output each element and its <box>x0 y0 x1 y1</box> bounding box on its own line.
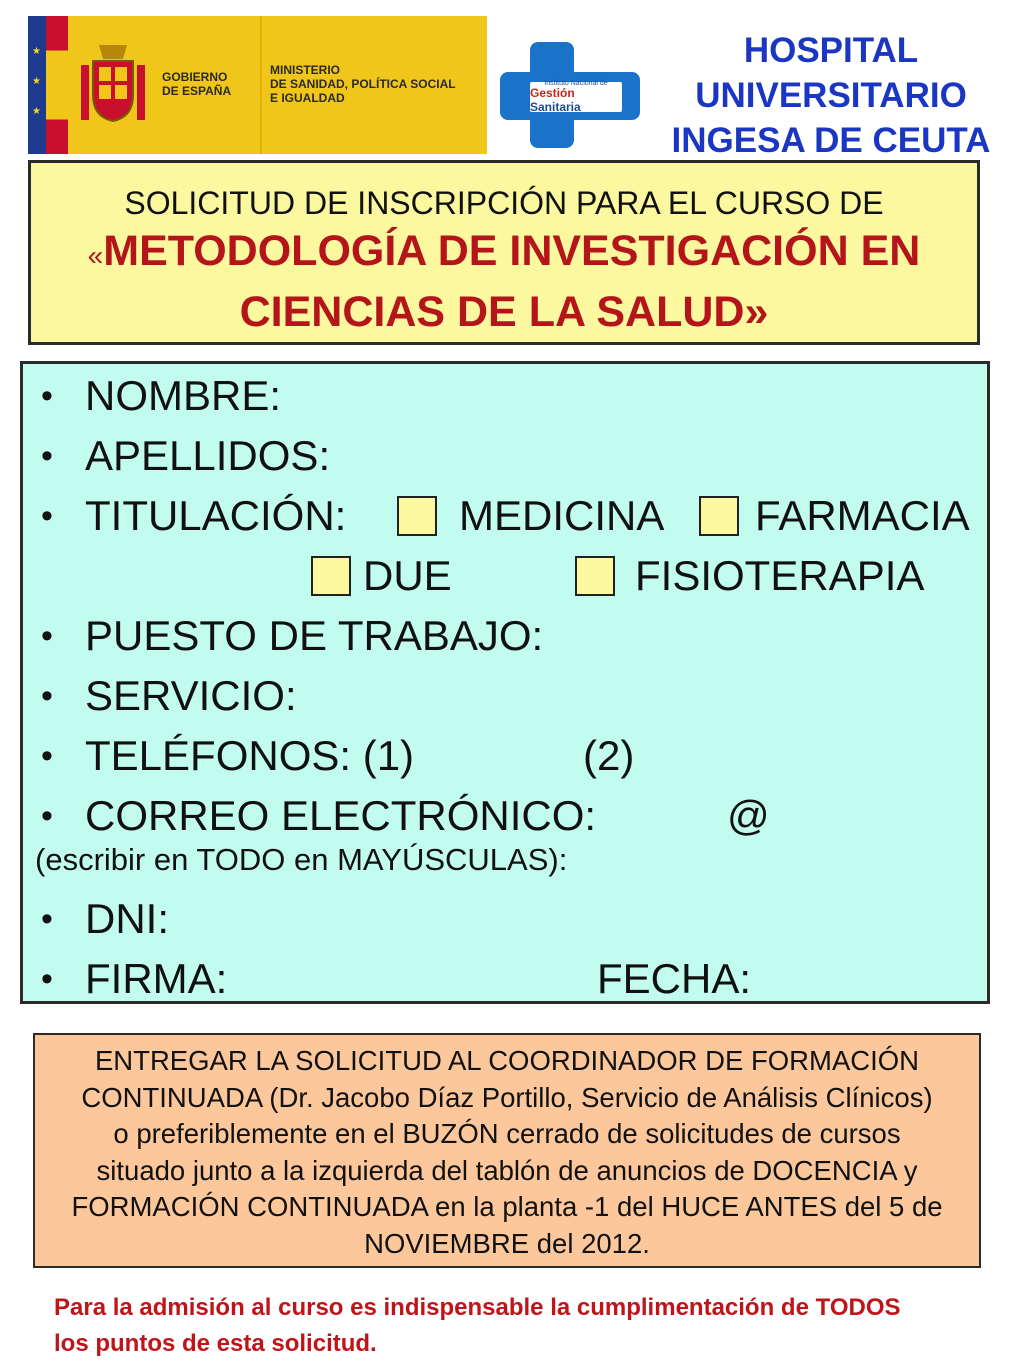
ingesa-logo <box>500 42 640 150</box>
label-dni: DNI: <box>85 895 169 942</box>
instruction-line: situado junto a la izquierda del tablón de anuncios de DOCENCIA y <box>96 1154 918 1186</box>
hospital-name: HOSPITAL UNIVERSITARIO INGESA DE CEUTA <box>671 31 991 160</box>
registration-form: • NOMBRE: • APELLIDOS: • TITULACIÓN: MEDICINA FARMACIA DUE FISIOTERAPIA • PUESTO DE TRABAJO: • SERVICIO: • TELÉFONOS: (1) (2) • CORREO ELECTRÓNICO: @ (escribir en TODO en MAYÚSCULAS): • DNI: • FIRMA: FECHA: <box>20 361 990 1004</box>
label-correo: CORREO ELECTRÓNICO: <box>85 792 597 839</box>
title-line-3: CIENCIAS DE LA SALUD» <box>239 288 769 336</box>
label-servicio: SERVICIO: <box>85 672 297 719</box>
ministry-label: MINISTERIO DE SANIDAD, POLÍTICA SOCIAL E IGUALDAD <box>270 63 456 105</box>
ingesa-small-text: Instituto Nacional de <box>544 80 608 88</box>
coat-of-arms-icon <box>68 16 158 154</box>
instruction-line: o preferiblemente en el BUZÓN cerrado de solicitudes de cursos <box>113 1118 901 1149</box>
at-sign: @ <box>727 792 770 839</box>
label-telefono-2: (2) <box>583 732 635 779</box>
label-farmacia: FARMACIA <box>755 492 970 539</box>
title-line-2: «METODOLOGÍA DE INVESTIGACIÓN EN <box>87 227 921 275</box>
label-puesto: PUESTO DE TRABAJO: <box>85 612 544 659</box>
label-titulacion: TITULACIÓN: <box>85 492 347 539</box>
label-fecha: FECHA: <box>597 955 752 1002</box>
ingesa-big-text: Gestión Sanitaria <box>530 86 581 114</box>
spain-flag-strip <box>46 16 68 154</box>
ingesa-wordmark <box>530 82 622 112</box>
checkbox-fisioterapia[interactable] <box>575 556 615 596</box>
checkbox-due[interactable] <box>311 556 351 596</box>
label-telefono-1: TELÉFONOS: (1) <box>85 732 415 779</box>
label-fisioterapia: FISIOTERAPIA <box>635 552 925 599</box>
checkbox-medicina[interactable] <box>397 496 437 536</box>
admission-note: Para la admisión al curso es indispensable la cumplimentación de TODOS los puntos de esta solicitud. <box>54 1294 901 1357</box>
title-line-1: SOLICITUD DE INSCRIPCIÓN PARA EL CURSO DE <box>124 185 884 221</box>
course-title-box <box>28 160 980 345</box>
label-medicina: MEDICINA <box>459 492 665 539</box>
gov-label: GOBIERNO DE ESPAÑA <box>162 70 232 98</box>
label-nombre: NOMBRE: <box>85 372 282 419</box>
label-apellidos: APELLIDOS: <box>85 432 331 479</box>
checkbox-farmacia[interactable] <box>699 496 739 536</box>
instruction-line: ENTREGAR LA SOLICITUD AL COORDINADOR DE FORMACIÓN <box>94 1045 920 1076</box>
uppercase-note: (escribir en TODO en MAYÚSCULAS): <box>35 842 568 877</box>
instruction-line: NOVIEMBRE del 2012. <box>364 1227 650 1259</box>
submission-instructions <box>33 1033 981 1268</box>
instruction-line: FORMACIÓN CONTINUADA en la planta -1 del HUCE ANTES del 5 de <box>71 1191 943 1222</box>
label-firma: FIRMA: <box>85 955 228 1002</box>
label-due: DUE <box>363 552 452 599</box>
instruction-line: CONTINUADA (Dr. Jacobo Díaz Portillo, Servicio de Análisis Clínicos) <box>81 1081 933 1113</box>
government-banner <box>28 16 487 154</box>
divider <box>260 16 262 154</box>
eu-flag-strip: ★ ★ ★ <box>28 16 46 154</box>
